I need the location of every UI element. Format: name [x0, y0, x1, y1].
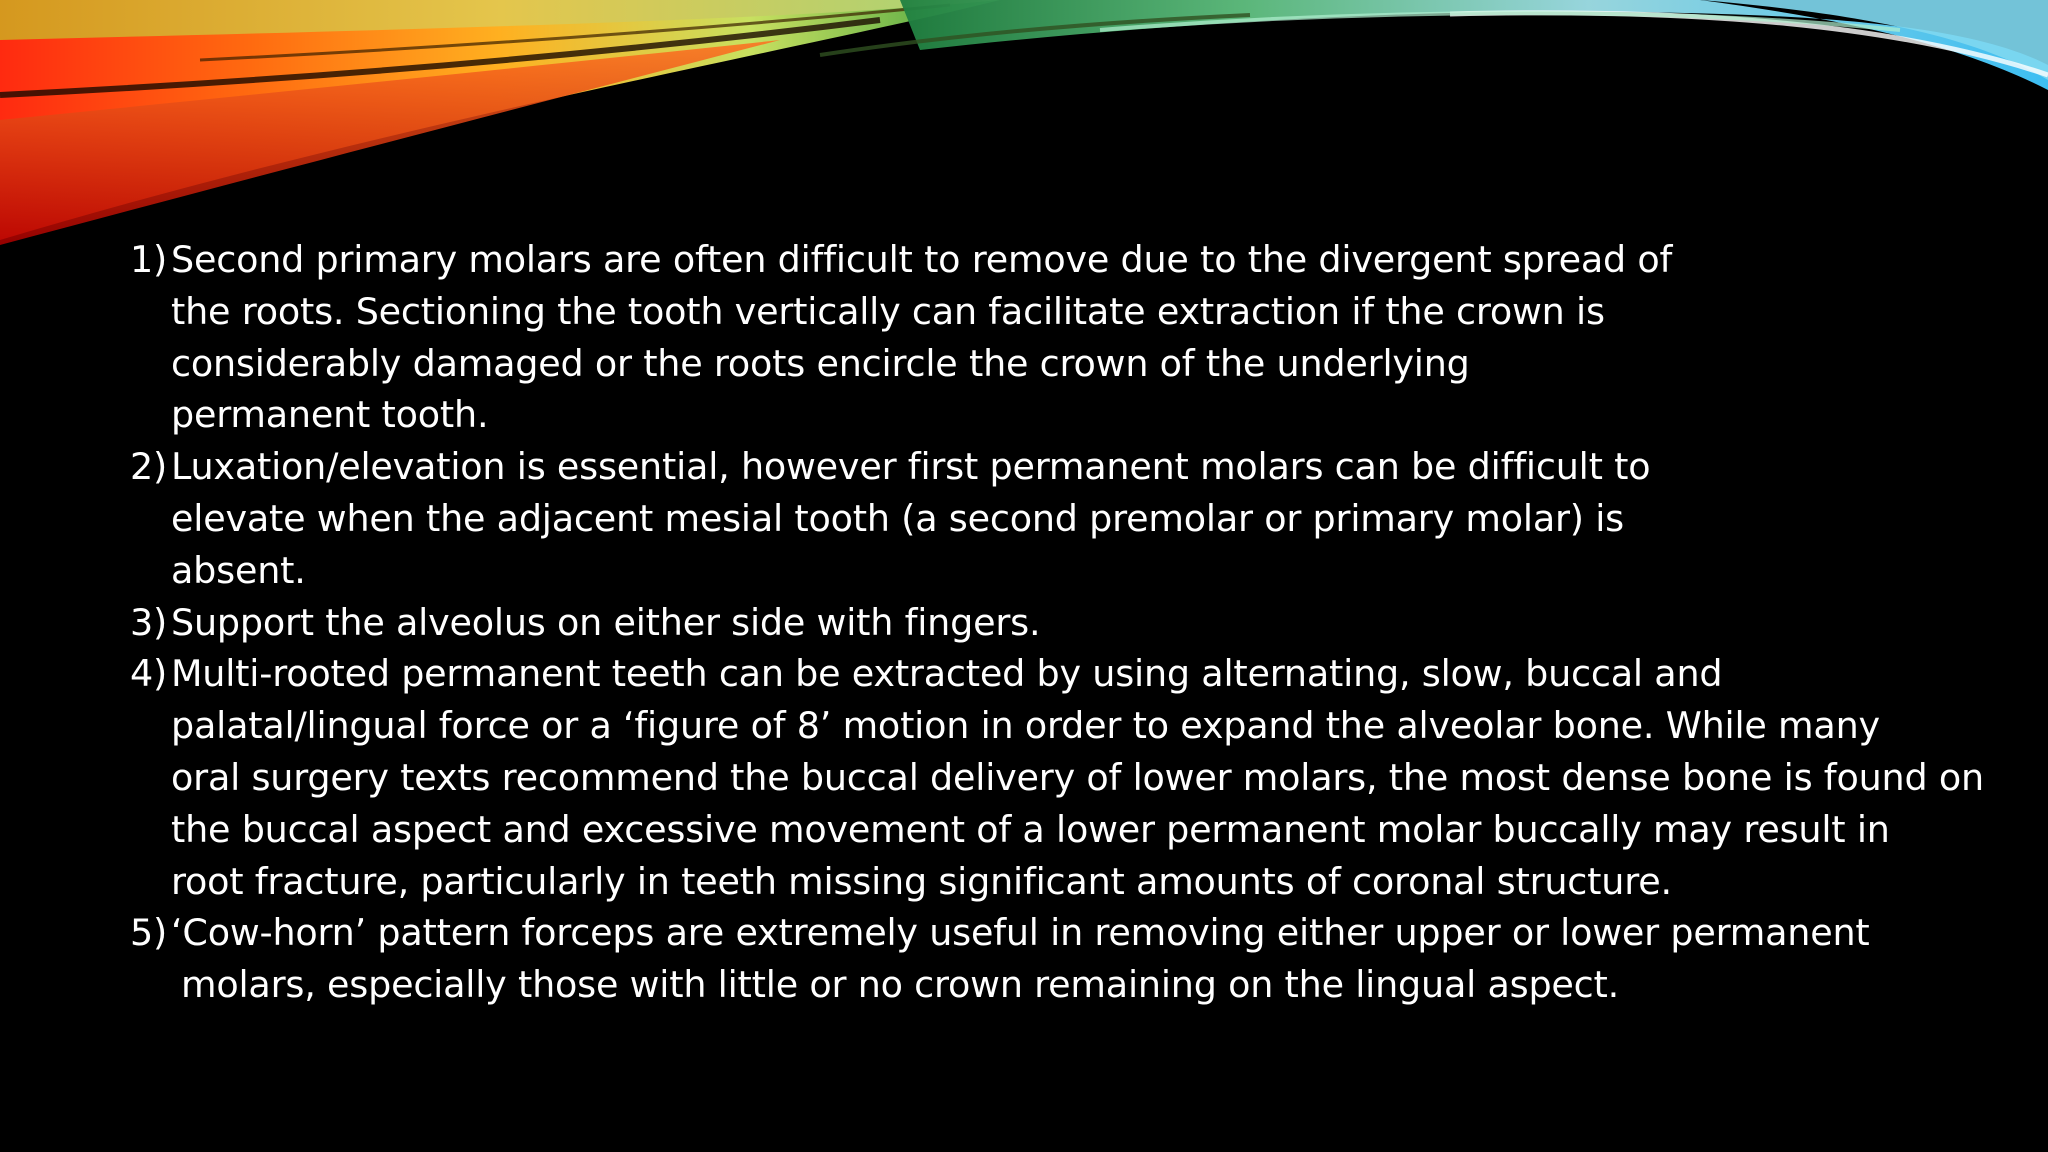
item-number: 5) — [130, 911, 168, 955]
decorative-swoosh-banner — [0, 0, 2048, 260]
item-text-line: Second primary molars are often difficult to remove due to the divergent spread of — [171, 238, 1673, 281]
item-text-line: elevate when the adjacent mesial tooth (a second premolar or primary molar) is — [171, 496, 1624, 540]
item-number: 4) — [130, 652, 168, 696]
item-text-line: oral surgery texts recommend the buccal delivery of lower molars, the most dense bone is found on — [171, 755, 1984, 799]
item-text-line: absent. — [171, 548, 306, 592]
bullet-list — [130, 234, 1984, 1011]
item-text-line: Support the alveolus on either side with fingers. — [171, 600, 1041, 644]
item-text-line: Luxation/elevation is essential, however first permanent molars can be difficult to — [171, 445, 1651, 489]
item-text-line: the roots. Sectioning the tooth vertically can facilitate extraction if the crown is — [171, 289, 1605, 333]
item-text-line: root fracture, particularly in teeth missing significant amounts of coronal structure. — [171, 859, 1672, 903]
list-item — [130, 597, 1950, 649]
list-item — [130, 234, 1950, 441]
item-text-line: considerably damaged or the roots encircle the crown of the underlying — [171, 341, 1470, 385]
item-text-line: the buccal aspect and excessive movement of a lower permanent molar buccally may result in — [171, 807, 1890, 851]
list-item — [130, 648, 1984, 907]
item-text-line: permanent tooth. — [171, 393, 489, 437]
item-text-line: ‘Cow-horn’ pattern forceps are extremely useful in removing either upper or lower permanent — [171, 911, 1870, 955]
item-text-line: molars, especially those with little or no crown remaining on the lingual aspect. — [181, 963, 1620, 1007]
list-item — [130, 441, 1950, 596]
item-text-line: Multi-rooted permanent teeth can be extracted by using alternating, slow, buccal and — [171, 652, 1723, 696]
list-item — [130, 907, 1950, 1011]
item-text-line: palatal/lingual force or a ‘figure of 8’ motion in order to expand the alveolar bone. While many — [171, 704, 1880, 748]
item-number: 1) — [130, 238, 168, 281]
item-number: 3) — [130, 600, 168, 644]
item-number: 2) — [130, 445, 168, 489]
